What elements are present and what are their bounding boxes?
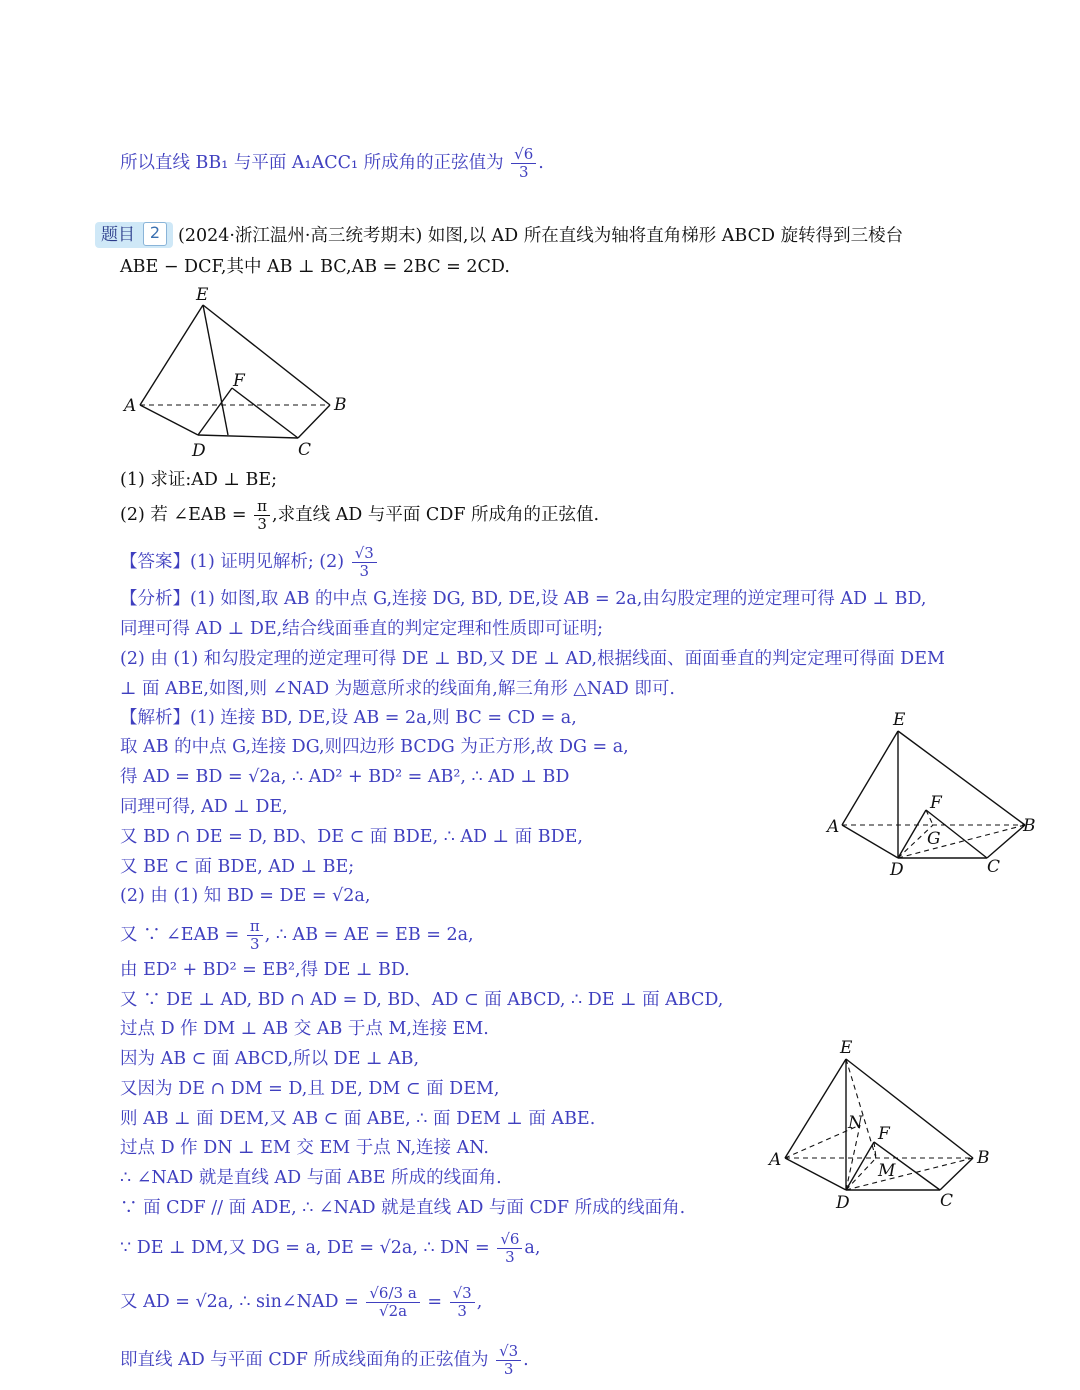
label-e: E — [840, 1038, 853, 1058]
figure-2 — [825, 710, 1040, 880]
text-fragment: 3 — [457, 1302, 467, 1320]
figure-1 — [120, 280, 360, 460]
text-fragment: 3 — [518, 163, 529, 181]
solution-line-10: 又 ∵ DE ⊥ AD, BD ∩ AD = D, BD、AD ⊂ 面 ABCD, ∴ DE ⊥ 面 ABCD, — [120, 990, 724, 1010]
edge — [940, 1158, 973, 1190]
text-fragment: 所以直线 BB₁ 与平面 A₁ACC₁ 所成角的正弦值为 — [120, 153, 504, 173]
solution-line-9: 由 ED² + BD² = EB²,得 DE ⊥ BD. — [120, 960, 410, 980]
text-fragment: 【答案】(1) 证明见解析; (2) — [120, 552, 345, 572]
text-fragment: (2) 若 ∠EAB = — [120, 505, 247, 525]
question-2 — [120, 498, 599, 533]
text-fragment: 又 ∵ ∠EAB = — [120, 925, 240, 945]
fraction — [450, 1285, 475, 1320]
analysis-line-2: 同理可得 AD ⊥ DE,结合线面垂直的判定定理和性质即可证明; — [120, 619, 604, 639]
label-a: A — [769, 1150, 782, 1170]
text-fragment: , — [476, 1292, 483, 1312]
solution-line-3: 得 AD = BD = √2a, ∴ AD² + BD² = AB², ∴ AD ⊥ BD — [120, 767, 570, 787]
label-b: B — [334, 395, 347, 415]
top-conclusion — [120, 146, 544, 181]
solution-line-5: 又 BD ∩ DE = D, BD、DE ⊂ 面 BDE, ∴ AD ⊥ 面 BDE, — [120, 827, 583, 847]
solution-line-15: 过点 D 作 DN ⊥ EM 交 EM 于点 N,连接 AN. — [120, 1138, 489, 1158]
analysis-line-4: ⊥ 面 ABE,如图,则 ∠NAD 为题意所求的线面角,解三角形 △NAD 即可. — [120, 679, 675, 699]
solution-line-8 — [120, 918, 474, 953]
text-fragment: 3 — [250, 935, 260, 953]
label-e: E — [196, 285, 209, 305]
edge — [785, 1158, 846, 1190]
solution-line-18 — [120, 1231, 540, 1266]
label-b: B — [977, 1148, 990, 1168]
edge-eb — [203, 305, 330, 405]
label-d: D — [192, 441, 206, 461]
edge — [842, 825, 898, 858]
text-fragment: 又 AD = √2a, ∴ sin∠NAD = — [120, 1292, 359, 1312]
label-a: A — [827, 817, 840, 837]
label-n: N — [848, 1113, 863, 1133]
solution-line-6: 又 BE ⊂ 面 BDE, AD ⊥ BE; — [120, 857, 355, 877]
label-d: D — [890, 860, 904, 880]
label-f: F — [233, 371, 245, 391]
hidden-edge — [846, 1158, 973, 1190]
solution-line-12: 因为 AB ⊂ 面 ABCD,所以 DE ⊥ AB, — [120, 1049, 420, 1069]
answer — [120, 545, 379, 580]
text-fragment: √3 — [450, 1285, 475, 1303]
edge — [842, 731, 898, 825]
fraction — [497, 1231, 522, 1266]
solution-line-13: 又因为 DE ∩ DM = D,且 DE, DM ⊂ 面 DEM, — [120, 1079, 500, 1099]
label-g: G — [927, 829, 941, 849]
text-fragment: a, — [524, 1238, 541, 1258]
label-c: C — [298, 440, 312, 460]
analysis-line-3: (2) 由 (1) 和勾股定理的逆定理可得 DE ⊥ BD,又 DE ⊥ AD,根据线面、面面垂直的判定定理可得面 DEM — [120, 649, 945, 669]
label-f: F — [878, 1124, 890, 1144]
solution-line-14: 则 AB ⊥ 面 DEM,又 AB ⊂ 面 ABE, ∴ 面 DEM ⊥ 面 ABE. — [120, 1109, 596, 1129]
text-fragment: . — [523, 1350, 529, 1370]
text-fragment: . — [538, 153, 544, 173]
edge-dc — [198, 435, 298, 438]
hidden-edge — [846, 1158, 876, 1190]
label-c: C — [940, 1191, 954, 1211]
edge — [846, 1142, 874, 1190]
text-fragment: 即直线 AD 与平面 CDF 所成线面角的正弦值为 — [120, 1350, 489, 1370]
text-fragment: √6 — [511, 146, 536, 164]
problem-line-1: (2024·浙江温州·高三统考期末) 如图,以 AD 所在直线为轴将直角梯形 ABCD 旋转得到三棱台 — [178, 226, 904, 246]
edge-ea — [140, 305, 203, 405]
label-b: B — [1023, 816, 1036, 836]
edge-ed — [203, 305, 228, 435]
text-fragment: = — [427, 1292, 443, 1312]
text-fragment: ,求直线 AD 与平面 CDF 所成角的正弦值. — [272, 505, 600, 525]
text-fragment: √3 — [352, 545, 377, 563]
fraction — [366, 1285, 419, 1320]
label-a: A — [124, 396, 137, 416]
text-fragment: 3 — [503, 1360, 514, 1378]
problem-tag: 题目 2 — [95, 222, 173, 248]
text-fragment: , ∴ AB = AE = EB = 2a, — [264, 925, 474, 945]
text-fragment: 3 — [359, 562, 370, 580]
edge — [846, 1059, 973, 1158]
text-fragment: π — [254, 498, 270, 516]
analysis-line-1: 【分析】(1) 如图,取 AB 的中点 G,连接 DG, BD, DE,设 AB = 2a,由勾股定理的逆定理可得 AD ⊥ BD, — [120, 589, 927, 609]
problem-line-2: ABE − DCF,其中 AB ⊥ BC,AB = 2BC = 2CD. — [120, 257, 510, 277]
hidden-edge — [846, 1059, 876, 1158]
fraction — [496, 1343, 521, 1378]
text-fragment: √3 — [496, 1343, 521, 1361]
solution-line-19 — [120, 1285, 482, 1320]
solution-line-11: 过点 D 作 DM ⊥ AB 交 AB 于点 M,连接 EM. — [120, 1019, 489, 1039]
fraction — [247, 918, 263, 953]
label-f: F — [930, 793, 942, 813]
label-e: E — [893, 710, 906, 730]
solution-line-17: ∵ 面 CDF // 面 ADE, ∴ ∠NAD 就是直线 AD 与面 CDF 所成的线面角. — [120, 1198, 686, 1218]
solution-line-16: ∴ ∠NAD 就是直线 AD 与面 ABE 所成的线面角. — [120, 1168, 502, 1188]
solution-line-2: 取 AB 的中点 G,连接 DG,则四边形 BCDG 为正方形,故 DG = a, — [120, 737, 629, 757]
label-m: M — [878, 1161, 896, 1181]
edge-ad — [140, 405, 198, 435]
problem-number: 2 — [143, 222, 167, 246]
text-fragment: √6 — [497, 1231, 522, 1249]
text-fragment: 3 — [505, 1248, 515, 1266]
figure-3 — [768, 1038, 993, 1216]
fraction — [352, 545, 377, 580]
text-fragment: ∵ DE ⊥ DM,又 DG = a, DE = √2a, ∴ DN = — [120, 1238, 490, 1258]
solution-line-1: 【解析】(1) 连接 BD, DE,设 AB = 2a,则 BC = CD = a, — [120, 708, 577, 728]
text-fragment: √6/3 a — [366, 1285, 419, 1303]
solution-line-7: (2) 由 (1) 知 BD = DE = √2a, — [120, 886, 371, 906]
edge — [898, 731, 1025, 825]
solution-line-4: 同理可得, AD ⊥ DE, — [120, 797, 288, 817]
fraction — [254, 498, 270, 533]
edge — [785, 1059, 846, 1158]
label-c: C — [987, 857, 1001, 877]
edge-cb — [298, 405, 330, 438]
question-1: (1) 求证:AD ⊥ BE; — [120, 470, 278, 490]
text-fragment: 3 — [257, 515, 267, 533]
text-fragment: √2a — [379, 1302, 408, 1320]
fraction — [511, 146, 536, 181]
edge — [898, 810, 926, 858]
text-fragment: π — [247, 918, 263, 936]
solution-line-20 — [120, 1343, 529, 1378]
edge-fc — [232, 388, 298, 438]
label-d: D — [836, 1193, 850, 1213]
